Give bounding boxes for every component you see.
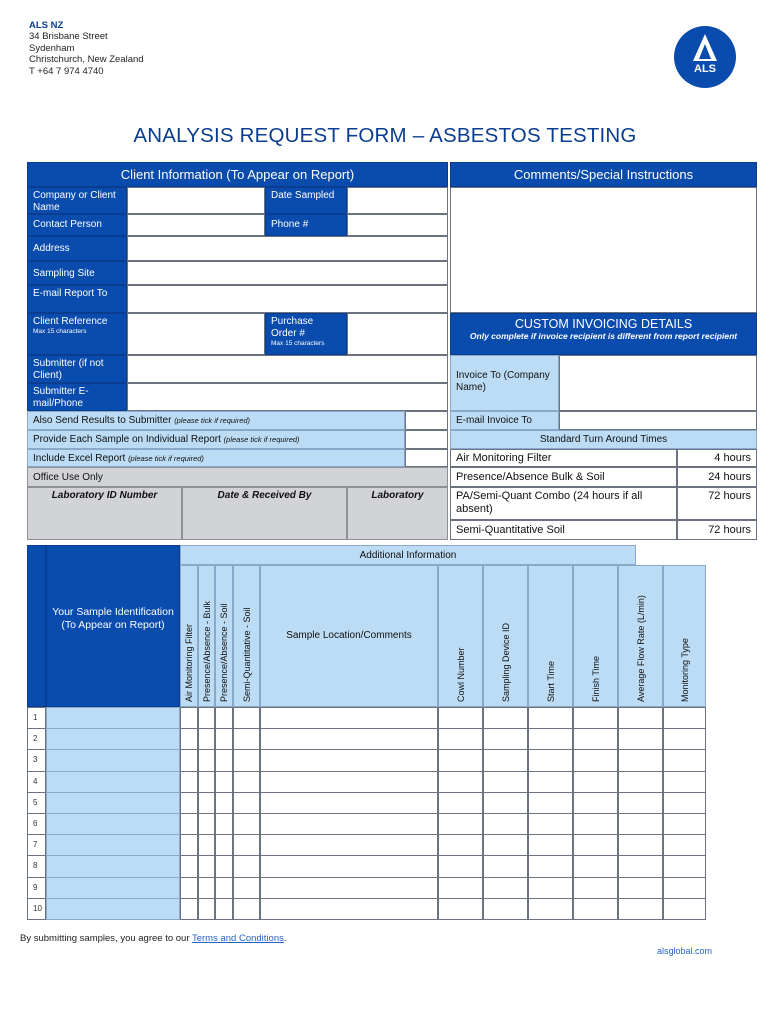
- test-checkbox[interactable]: [198, 834, 215, 856]
- row-number: 3: [27, 749, 46, 771]
- client-ref-note: Max 15 characters: [33, 328, 87, 335]
- monitoring-field[interactable]: [663, 855, 706, 877]
- test-checkbox[interactable]: [180, 813, 198, 835]
- cowl-field[interactable]: [438, 813, 483, 835]
- finish-field[interactable]: [573, 792, 618, 814]
- test-checkbox[interactable]: [198, 855, 215, 877]
- po-field[interactable]: [347, 313, 448, 355]
- test-checkbox[interactable]: [215, 855, 233, 877]
- cowl-field[interactable]: [438, 771, 483, 793]
- footer-terms: [20, 933, 287, 944]
- row-number: 6: [27, 813, 46, 835]
- test-col-label: Presence/Absence - Soil: [219, 603, 229, 702]
- test-col-semi-soil: [233, 565, 260, 707]
- excel-label: Include Excel Report: [33, 453, 126, 464]
- test-checkbox[interactable]: [198, 728, 215, 750]
- client-ref-field[interactable]: [127, 313, 265, 355]
- submitter-field[interactable]: [127, 355, 448, 383]
- device-field[interactable]: [483, 898, 528, 920]
- monitoring-field[interactable]: [663, 749, 706, 771]
- test-checkbox[interactable]: [215, 877, 233, 899]
- test-checkbox[interactable]: [233, 728, 260, 750]
- sample-id-field[interactable]: [46, 707, 180, 729]
- test-col-label: Presence/Absence - Bulk: [201, 600, 212, 702]
- test-checkbox[interactable]: [180, 792, 198, 814]
- device-field[interactable]: [483, 749, 528, 771]
- test-checkbox[interactable]: [215, 792, 233, 814]
- logo-text: ALS: [694, 63, 716, 75]
- sample-id-field[interactable]: [46, 792, 180, 814]
- location-field[interactable]: [260, 728, 438, 750]
- start-field[interactable]: [528, 771, 573, 793]
- also-send-checkbox[interactable]: [405, 411, 448, 430]
- location-field[interactable]: [260, 855, 438, 877]
- als-logo: [673, 25, 737, 89]
- row-number: 9: [27, 877, 46, 899]
- location-field[interactable]: [260, 877, 438, 899]
- row-number: 5: [27, 792, 46, 814]
- monitoring-field[interactable]: [663, 877, 706, 899]
- turnaround-time: 4 hours: [677, 449, 757, 467]
- cowl-field[interactable]: [438, 834, 483, 856]
- row-number-header: [27, 545, 46, 707]
- email-report-field[interactable]: [127, 285, 448, 313]
- extra-col-cowl: [438, 565, 483, 707]
- flow-field[interactable]: [618, 771, 663, 793]
- test-checkbox[interactable]: [180, 707, 198, 729]
- email-invoice-field[interactable]: [559, 411, 757, 430]
- flow-field[interactable]: [618, 749, 663, 771]
- extra-col-label: Average Flow Rate (L/min): [635, 595, 646, 702]
- po-label-text: Purchase Order #: [271, 316, 314, 339]
- flow-field[interactable]: [618, 834, 663, 856]
- test-checkbox[interactable]: [233, 877, 260, 899]
- terms-link[interactable]: Terms and Conditions: [191, 933, 284, 944]
- row-number: 1: [27, 707, 46, 729]
- finish-field[interactable]: [573, 877, 618, 899]
- test-checkbox[interactable]: [233, 792, 260, 814]
- location-field[interactable]: [260, 792, 438, 814]
- test-col-label: Semi-Quantitative - Soil: [241, 607, 252, 702]
- start-field[interactable]: [528, 855, 573, 877]
- test-checkbox[interactable]: [233, 898, 260, 920]
- flow-field[interactable]: [618, 707, 663, 729]
- device-field[interactable]: [483, 707, 528, 729]
- monitoring-field[interactable]: [663, 707, 706, 729]
- client-ref-label: [27, 313, 127, 355]
- invoicing-heading: CUSTOM INVOICING DETAILS: [514, 317, 693, 331]
- device-field[interactable]: [483, 728, 528, 750]
- company-name: ALS NZ: [29, 20, 64, 31]
- test-checkbox[interactable]: [198, 749, 215, 771]
- finish-field[interactable]: [573, 707, 618, 729]
- device-field[interactable]: [483, 834, 528, 856]
- test-checkbox[interactable]: [198, 771, 215, 793]
- test-checkbox[interactable]: [215, 813, 233, 835]
- extra-col-finish: [573, 565, 618, 707]
- footer-prefix: By submitting samples, you agree to our: [20, 933, 192, 944]
- finish-field[interactable]: [573, 834, 618, 856]
- turnaround-name: Semi-Quantitative Soil: [450, 520, 677, 540]
- monitoring-field[interactable]: [663, 771, 706, 793]
- comments-field[interactable]: [450, 187, 757, 313]
- extra-col-label: Finish Time: [590, 655, 601, 702]
- finish-field[interactable]: [573, 813, 618, 835]
- sample-id-field[interactable]: [46, 749, 180, 771]
- flow-field[interactable]: [618, 813, 663, 835]
- test-col-pa-bulk: [198, 565, 215, 707]
- location-header: Sample Location/Comments: [260, 565, 438, 707]
- sample-id-header: Your Sample Identification (To Appear on Report): [46, 545, 180, 707]
- company-field[interactable]: [127, 187, 265, 214]
- start-field[interactable]: [528, 707, 573, 729]
- cowl-field[interactable]: [438, 855, 483, 877]
- row-number: 8: [27, 855, 46, 877]
- device-field[interactable]: [483, 855, 528, 877]
- start-field[interactable]: [528, 898, 573, 920]
- test-col-air: [180, 565, 198, 707]
- po-note: Max 15 characters: [271, 340, 325, 347]
- device-field[interactable]: [483, 813, 528, 835]
- test-checkbox[interactable]: [180, 749, 198, 771]
- website-link[interactable]: alsglobal.com: [657, 946, 713, 956]
- page-title: ANALYSIS REQUEST FORM – ASBESTOS TESTING: [133, 124, 637, 147]
- start-field[interactable]: [528, 813, 573, 835]
- footer-suffix: .: [283, 933, 287, 944]
- test-checkbox[interactable]: [198, 707, 215, 729]
- finish-field[interactable]: [573, 728, 618, 750]
- start-field[interactable]: [528, 834, 573, 856]
- location-field[interactable]: [260, 749, 438, 771]
- sample-id-field[interactable]: [46, 771, 180, 793]
- monitoring-field[interactable]: [663, 728, 706, 750]
- row-number: 7: [27, 834, 46, 856]
- also-send-row: [27, 411, 405, 430]
- test-checkbox[interactable]: [198, 813, 215, 835]
- test-checkbox[interactable]: [180, 877, 198, 899]
- invoice-to-label: Invoice To (Company Name): [450, 355, 559, 411]
- turnaround-time: 72 hours: [677, 487, 757, 520]
- location-field[interactable]: [260, 898, 438, 920]
- finish-field[interactable]: [573, 771, 618, 793]
- cowl-field[interactable]: [438, 792, 483, 814]
- location-field[interactable]: [260, 771, 438, 793]
- submitter-label: Submitter (if not Client): [27, 355, 127, 383]
- turnaround-heading: Standard Turn Around Times: [450, 430, 757, 449]
- extra-col-flow: [618, 565, 663, 707]
- flow-field[interactable]: [618, 898, 663, 920]
- date-sampled-field[interactable]: [347, 187, 448, 214]
- device-field[interactable]: [483, 771, 528, 793]
- turnaround-name: PA/Semi-Quant Combo (24 hours if all absent): [450, 487, 677, 520]
- test-checkbox[interactable]: [233, 707, 260, 729]
- excel-row: [27, 449, 405, 467]
- sample-id-field[interactable]: [46, 813, 180, 835]
- flow-field[interactable]: [618, 728, 663, 750]
- finish-field[interactable]: [573, 749, 618, 771]
- sample-id-field[interactable]: [46, 855, 180, 877]
- date-received-label: Date & Received By: [182, 487, 347, 540]
- test-checkbox[interactable]: [233, 813, 260, 835]
- sample-id-field[interactable]: [46, 898, 180, 920]
- address-line: 34 Brisbane Street: [29, 31, 108, 43]
- finish-field[interactable]: [573, 898, 618, 920]
- phone-field[interactable]: [347, 214, 448, 236]
- phone-label: Phone #: [265, 214, 347, 236]
- test-checkbox[interactable]: [215, 898, 233, 920]
- test-checkbox[interactable]: [180, 855, 198, 877]
- address-field[interactable]: [127, 236, 448, 261]
- test-checkbox[interactable]: [180, 898, 198, 920]
- finish-field[interactable]: [573, 855, 618, 877]
- cowl-field[interactable]: [438, 898, 483, 920]
- extra-col-label: Sampling Device ID: [500, 622, 511, 702]
- submitter-email-label: Submitter E-mail/Phone: [27, 383, 127, 411]
- location-field[interactable]: [260, 707, 438, 729]
- test-checkbox[interactable]: [180, 728, 198, 750]
- monitoring-field[interactable]: [663, 813, 706, 835]
- test-checkbox[interactable]: [233, 771, 260, 793]
- cowl-field[interactable]: [438, 707, 483, 729]
- flow-field[interactable]: [618, 855, 663, 877]
- cowl-field[interactable]: [438, 728, 483, 750]
- excel-checkbox[interactable]: [405, 449, 448, 467]
- flow-field[interactable]: [618, 792, 663, 814]
- also-send-label: Also Send Results to Submitter: [33, 415, 172, 426]
- test-checkbox[interactable]: [215, 707, 233, 729]
- monitoring-field[interactable]: [663, 834, 706, 856]
- start-field[interactable]: [528, 877, 573, 899]
- test-checkbox[interactable]: [198, 898, 215, 920]
- invoicing-note: Only complete if invoice recipient is different from report recipient: [469, 331, 738, 341]
- invoice-to-field[interactable]: [559, 355, 757, 411]
- po-label: [265, 313, 347, 355]
- provide-each-note: (please tick if required): [223, 435, 300, 444]
- address-line: Sydenham: [29, 42, 75, 54]
- location-field[interactable]: [260, 834, 438, 856]
- row-number: 4: [27, 771, 46, 793]
- test-checkbox[interactable]: [233, 834, 260, 856]
- test-checkbox[interactable]: [215, 728, 233, 750]
- sample-id-field[interactable]: [46, 877, 180, 899]
- sample-id-field[interactable]: [46, 728, 180, 750]
- test-checkbox[interactable]: [180, 834, 198, 856]
- contact-label: Contact Person: [27, 214, 127, 236]
- monitoring-field[interactable]: [663, 898, 706, 920]
- provide-each-row: [27, 430, 405, 449]
- extra-col-label: Monitoring Type: [679, 638, 690, 702]
- excel-note: (please tick if required): [128, 454, 204, 463]
- test-checkbox[interactable]: [215, 771, 233, 793]
- client-ref-label-text: Client Reference: [33, 316, 108, 327]
- phone-line: T +64 7 974 4740: [29, 65, 104, 77]
- test-col-label: Air Monitoring Filter: [184, 623, 194, 702]
- test-checkbox[interactable]: [198, 877, 215, 899]
- device-field[interactable]: [483, 792, 528, 814]
- turnaround-name: Air Monitoring Filter: [450, 449, 677, 467]
- address-label: Address: [27, 236, 127, 261]
- turnaround-name: Presence/Absence Bulk & Soil: [450, 467, 677, 487]
- row-number: 10: [27, 898, 46, 920]
- address-line: Christchurch, New Zealand: [29, 54, 144, 66]
- test-checkbox[interactable]: [233, 855, 260, 877]
- test-checkbox[interactable]: [233, 749, 260, 771]
- test-checkbox[interactable]: [215, 749, 233, 771]
- company-label: Company or Client Name: [27, 187, 127, 214]
- cowl-field[interactable]: [438, 877, 483, 899]
- lab-address: [29, 20, 144, 77]
- extra-col-start: [528, 565, 573, 707]
- sampling-site-label: Sampling Site: [27, 261, 127, 285]
- also-send-note: (please tick if required): [174, 416, 251, 425]
- start-field[interactable]: [528, 749, 573, 771]
- email-report-label: E-mail Report To: [27, 285, 127, 313]
- office-use-heading: Office Use Only: [27, 467, 448, 487]
- laboratory-label: Laboratory: [347, 487, 448, 540]
- row-number: 2: [27, 728, 46, 750]
- test-checkbox[interactable]: [198, 792, 215, 814]
- test-checkbox[interactable]: [215, 834, 233, 856]
- flow-field[interactable]: [618, 877, 663, 899]
- sampling-site-field[interactable]: [127, 261, 448, 285]
- contact-field[interactable]: [127, 214, 265, 236]
- location-field[interactable]: [260, 813, 438, 835]
- extra-col-device: [483, 565, 528, 707]
- test-checkbox[interactable]: [180, 771, 198, 793]
- test-col-pa-soil: [215, 565, 233, 707]
- provide-each-label: Provide Each Sample on Individual Report: [33, 434, 221, 445]
- turnaround-time: 72 hours: [677, 520, 757, 540]
- sample-id-field[interactable]: [46, 834, 180, 856]
- extra-col-label: Cowl Number: [455, 647, 466, 702]
- client-info-heading: Client Information (To Appear on Report): [27, 162, 448, 187]
- start-field[interactable]: [528, 792, 573, 814]
- cowl-field[interactable]: [438, 749, 483, 771]
- invoicing-heading-box: [450, 313, 757, 355]
- comments-heading: Comments/Special Instructions: [450, 162, 757, 187]
- monitoring-field[interactable]: [663, 792, 706, 814]
- extra-col-monitoring: [663, 565, 706, 707]
- extra-col-label: Start Time: [545, 660, 556, 702]
- device-field[interactable]: [483, 877, 528, 899]
- date-sampled-label: Date Sampled: [265, 187, 347, 214]
- additional-info-heading: Additional Information: [180, 545, 636, 565]
- start-field[interactable]: [528, 728, 573, 750]
- lab-id-label: Laboratory ID Number: [27, 487, 182, 540]
- submitter-email-field[interactable]: [127, 383, 448, 411]
- provide-each-checkbox[interactable]: [405, 430, 448, 449]
- turnaround-time: 24 hours: [677, 467, 757, 487]
- email-invoice-label: E-mail Invoice To: [450, 411, 559, 430]
